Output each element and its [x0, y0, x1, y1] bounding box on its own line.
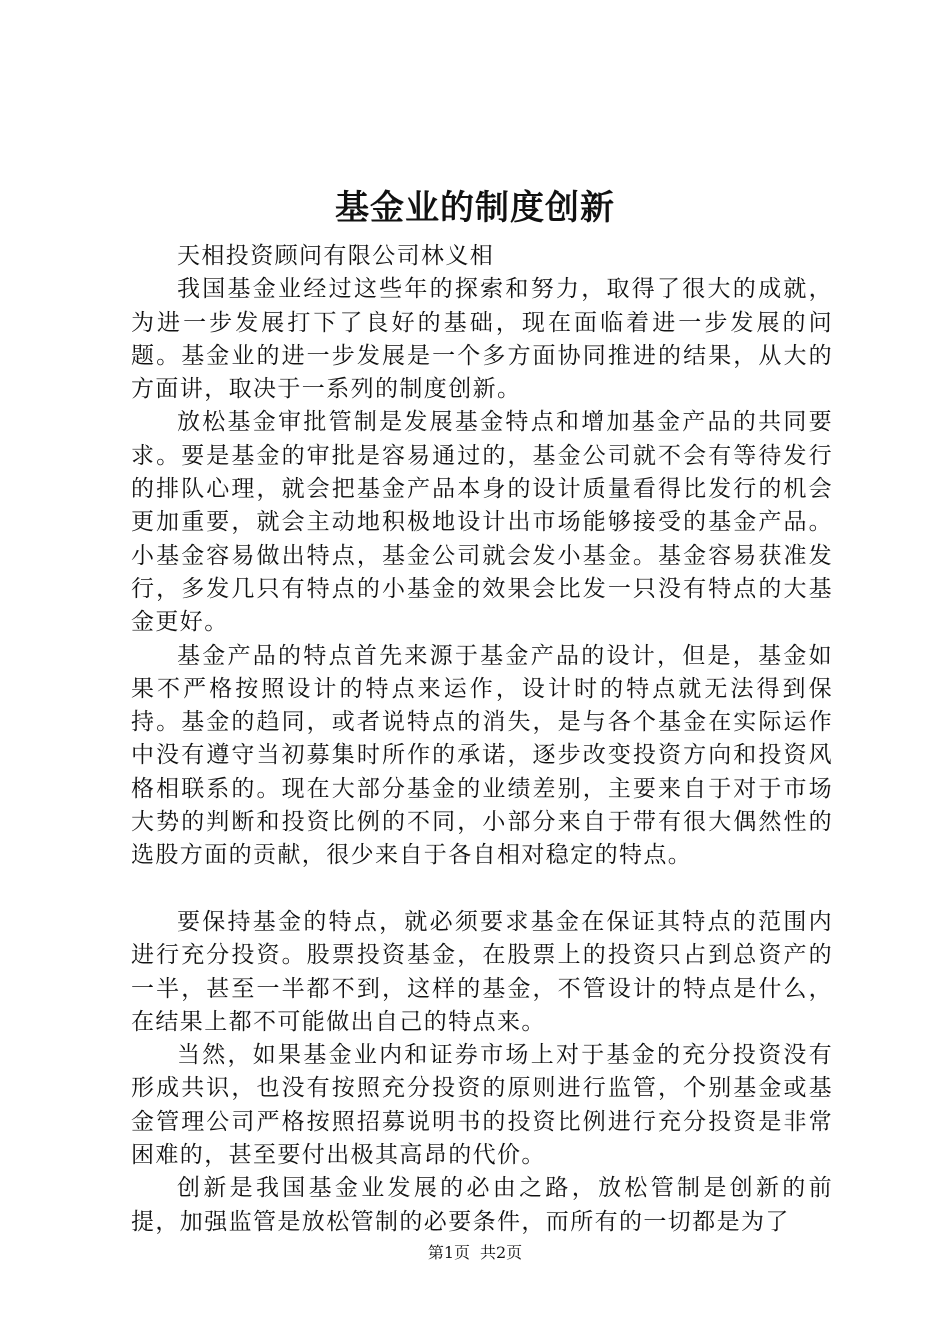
- paragraph-3: 基金产品的特点首先来源于基金产品的设计，但是，基金如果不严格按照设计的特点来运作，设计时的特点就无法得到保持。基金的趋同，或者说特点的消失，是与各个基金在实际运作中没有遵守当初募集时所作的承诺，逐步改变投资方向和投资风格相联系的。现在大部分基金的业绩差别，主要来自于对于市场大势的判断和投资比例的不同，小部分来自于带有很大偶然性的选股方面的贡献，很少来自于各自相对稳定的特点。: [131, 642, 833, 869]
- paragraph-5: 当然，如果基金业内和证券市场上对于基金的充分投资没有形成共识，也没有按照充分投资的原则进行监管，个别基金或基金管理公司严格按照招募说明书的投资比例进行充分投资是非常困难的，甚至要付出极其高昂的代价。: [131, 1042, 833, 1169]
- author-line: 天相投资顾问有限公司林义相: [177, 243, 495, 269]
- page-count: 共2页: [480, 1243, 523, 1262]
- paragraph-1: 我国基金业经过这些年的探索和努力，取得了很大的成就，为进一步发展打下了良好的基础，现在面临着进一步发展的问题。基金业的进一步发展是一个多方面协同推进的结果，从大的方面讲，取决于一系列的制度创新。: [131, 276, 833, 403]
- document-title: 基金业的制度创新: [335, 188, 615, 228]
- paragraph-6: 创新是我国基金业发展的必由之路，放松管制是创新的前提，加强监管是放松管制的必要条件，而所有的一切都是为了: [131, 1175, 833, 1235]
- document-body: [131, 240, 833, 1239]
- paragraph-4: 要保持基金的特点，就必须要求基金在保证其特点的范围内进行充分投资。股票投资基金，在股票上的投资只占到总资产的一半，甚至一半都不到，这样的基金，不管设计的特点是什么，在结果上都不可能做出自己的特点来。: [131, 908, 833, 1035]
- paragraph-2: 放松基金审批管制是发展基金特点和增加基金产品的共同要求。要是基金的审批是容易通过的，基金公司就不会有等待发行的排队心理，就会把基金产品本身的设计质量看得比发行的机会更加重要，就会主动地积极地设计出市场能够接受的基金产品。小基金容易做出特点，基金公司就会发小基金。基金容易获准发行，多发几只有特点的小基金的效果会比发一只没有特点的大基金更好。: [131, 409, 833, 636]
- page-number: 第1页: [427, 1243, 470, 1262]
- page-footer: [0, 1242, 950, 1264]
